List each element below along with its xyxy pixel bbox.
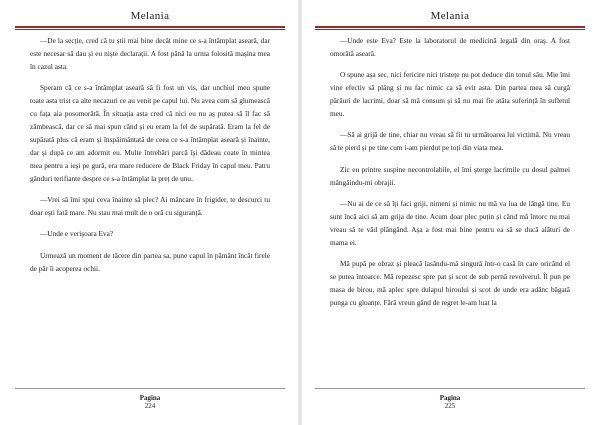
paragraph: —Vrei să îmi spui ceva înainte să plec? Ai mâncare în frigider, te descurci tu doar ești fată mare. Nu stau mai mult de o oră cu siguranță. [30, 194, 270, 217]
header-rule-red [315, 26, 585, 28]
paragraph: —Nu ai de ce să îți faci griji, nimeni și nimic nu mă va lua de lângă tine. Eu sunt încă aici să am grija de tine. Acum doar plec puțin și când mă întorc nu mai vreau să te văd plângând. Așa a fost mai bine pentru ea să se ducă alături de mama ei. [330, 199, 570, 247]
book-title: Melania [430, 10, 470, 22]
paragraph: Mă pupă pe obraz și pleacă lasându-mă singură într-o casă în care oricând el se putea întoarce. Mă repezesc spre pat și scot de sub pernă revolverul. Îl pun pe masa de birou, mă aplec spre dulapul biroului și scot de unde era adânc băgată punga cu gloanțe. Fără vreun gând de regret le-am luat la [330, 259, 570, 307]
header-rule-red [15, 26, 285, 28]
page-footer [0, 394, 300, 410]
footer-label: Pagina [439, 394, 461, 402]
paragraph: —Unde este Eva? Este la laboratorul de medicină legală din oraș. A fost omorâtă aseară. [330, 36, 570, 58]
paragraph: —Să ai grijă de tine, chiar nu vreau să fii tu următoarea lui victimă. Nu vreau să te pierd și pe tine cum i-am pierdut pe toți din viata mea. [330, 130, 570, 153]
footer-label: Pagina [139, 394, 161, 402]
page-body [330, 35, 570, 318]
paragraph: Speram că ce s-a întâmplat aseară să fi fost un vis, dar unchiul meu spune toate asta trist ca alte necazuri ce au venit pe capul lui. Nu avea cum să glumească cu fața aia posomorâtă. În situația asta cred că nici eu nu aș putea să îl fac să zâmbească, dar ce să mai spun când și eu eram la fel de supărată. Eram la fel de supărată plus că eram și înspăimântată de ceea ce s-a întâmplat aseară și înainte, dar și după ce am adormit eu. Multe întrebări parcă îşi dădeau coate în mintea mea pentru a ieşi pe gură, era mare reducere de Black Friday în capul meu. Patru gânduri terifiante despre ce s-a întâmplat la preț de unu. [30, 83, 270, 183]
page-body [30, 35, 270, 284]
paragraph: —De la secție, cred că tu știi mai bine decât mine ce s-a întâmplat aseară, dar este necesar să dau și eu niște declarații. A fost până la urma folosită mașina mea în cazul asta. [30, 36, 270, 71]
book-gutter [298, 0, 302, 425]
page-footer [300, 394, 600, 410]
page-number: 224 [144, 402, 156, 410]
header-rule-blue [315, 29, 585, 30]
footer-rule [15, 388, 285, 389]
footer-rule [315, 388, 585, 389]
paragraph: —Unde e verișoara Eva? [40, 229, 114, 239]
page-number: 225 [444, 402, 456, 410]
paragraph: O spune așa sec, nici fericire nici tristețe nu pot deduce din tonul său. Mie îmi vine efectiv să plâng și nu fac nimic ca să evit asta. Din partea mea să curgă pârâuri de lacrimi, doar să mă consum și să nu mai fie atâta suferință în sufletul meu. [330, 70, 570, 119]
header-rule-blue [15, 29, 285, 30]
paragraph: Urmează un moment de tăcere din partea sa, pune capul în pământ încât firele de păr îi acoperea ochii. [30, 250, 270, 273]
paragraph: Zic eu printre suspine necontrolabile, el îmi șterge lacrimile cu dosul palmei mângâindu-mi obrajii. [330, 164, 570, 187]
book-title: Melania [130, 10, 170, 22]
right-page [300, 0, 600, 425]
